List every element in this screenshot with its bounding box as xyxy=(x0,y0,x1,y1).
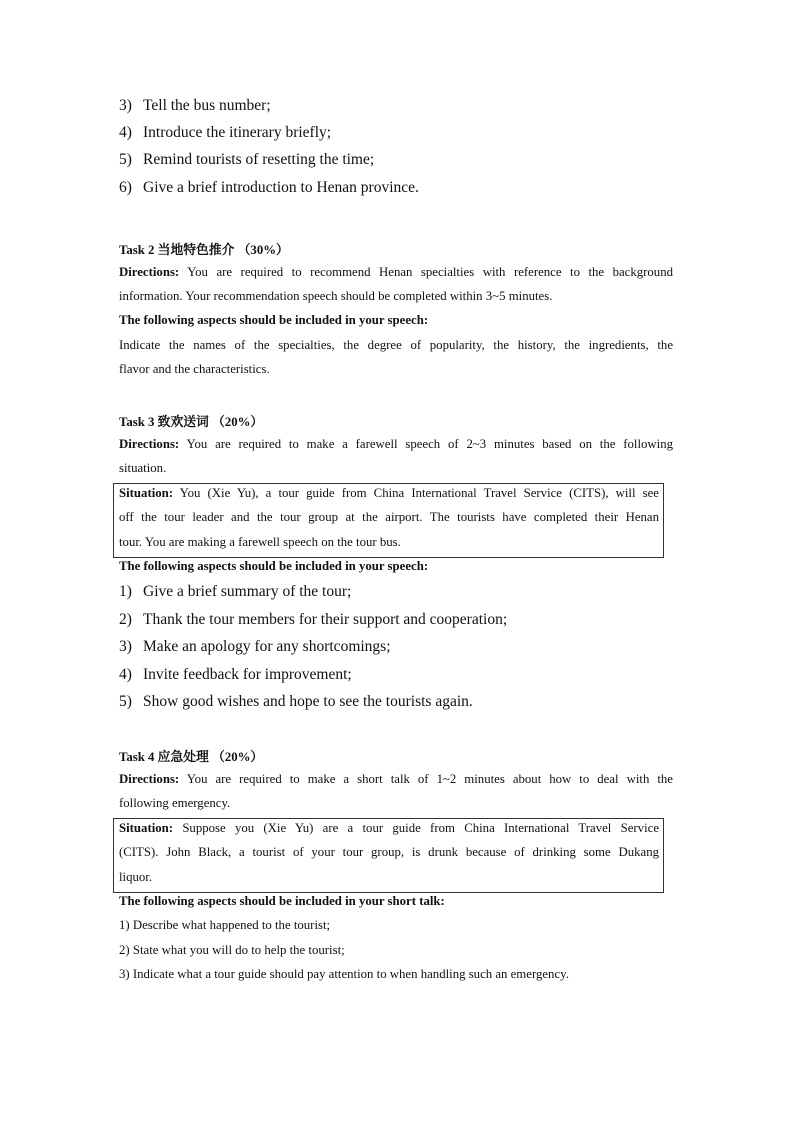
list-item: 3) Tell the bus number; xyxy=(119,97,271,114)
task2-aspects-heading: The following aspects should be included in your speech: xyxy=(119,313,429,327)
list-item: 3) Indicate what a tour guide should pay attention to when handling such an emergency. xyxy=(119,967,569,981)
task4-situation-line2: (CITS). John Black, a tourist of your tour group, is drunk because of drinking some Dukang xyxy=(119,845,659,859)
task2-directions-line1: Directions: You are required to recommend Henan specialties with reference to the background xyxy=(119,265,673,279)
task4-directions-line2: following emergency. xyxy=(119,796,231,810)
list-item: 2) State what you will do to help the tourist; xyxy=(119,943,345,957)
task2-aspects-line2: flavor and the characteristics. xyxy=(119,362,270,376)
task3-situation-line2: off the tour leader and the tour group at the airport. The tourists have completed their Henan xyxy=(119,510,659,524)
task3-heading: Task 3 致欢送词 （20%） xyxy=(119,415,264,429)
task2-heading: Task 2 当地特色推介 （30%） xyxy=(119,243,289,257)
list-item: 4) Invite feedback for improvement; xyxy=(119,666,352,683)
task4-heading: Task 4 应急处理 （20%） xyxy=(119,750,264,764)
task4-directions-line1: Directions: You are required to make a short talk of 1~2 minutes about how to deal with the xyxy=(119,772,673,786)
task4-situation-line1: Situation: Suppose you (Xie Yu) are a tour guide from China International Travel Service xyxy=(119,821,659,835)
task3-directions-line2: situation. xyxy=(119,461,167,475)
list-item: 6) Give a brief introduction to Henan province. xyxy=(119,179,419,196)
list-item: 3) Make an apology for any shortcomings; xyxy=(119,638,391,655)
list-item: 5) Show good wishes and hope to see the tourists again. xyxy=(119,693,473,710)
task2-directions-line2: information. Your recommendation speech should be completed within 3~5 minutes. xyxy=(119,289,553,303)
task3-aspects-heading: The following aspects should be included in your speech: xyxy=(119,559,429,573)
task4-aspects-heading: The following aspects should be included in your short talk: xyxy=(119,894,445,908)
list-item: 5) Remind tourists of resetting the time; xyxy=(119,151,375,168)
list-item: 4) Introduce the itinerary briefly; xyxy=(119,124,332,141)
list-item: 1) Describe what happened to the tourist; xyxy=(119,918,331,932)
task4-situation-line3: liquor. xyxy=(119,870,153,884)
list-item: 2) Thank the tour members for their support and cooperation; xyxy=(119,611,508,628)
task3-situation-line3: tour. You are making a farewell speech on the tour bus. xyxy=(119,535,401,549)
task2-aspects-line1: Indicate the names of the specialties, the degree of popularity, the history, the ingredients, the xyxy=(119,338,673,352)
task3-situation-line1: Situation: You (Xie Yu), a tour guide from China International Travel Service (CITS), will see xyxy=(119,486,659,500)
list-item: 1) Give a brief summary of the tour; xyxy=(119,583,352,600)
task3-directions-line1: Directions: You are required to make a farewell speech of 2~3 minutes based on the following xyxy=(119,437,673,451)
